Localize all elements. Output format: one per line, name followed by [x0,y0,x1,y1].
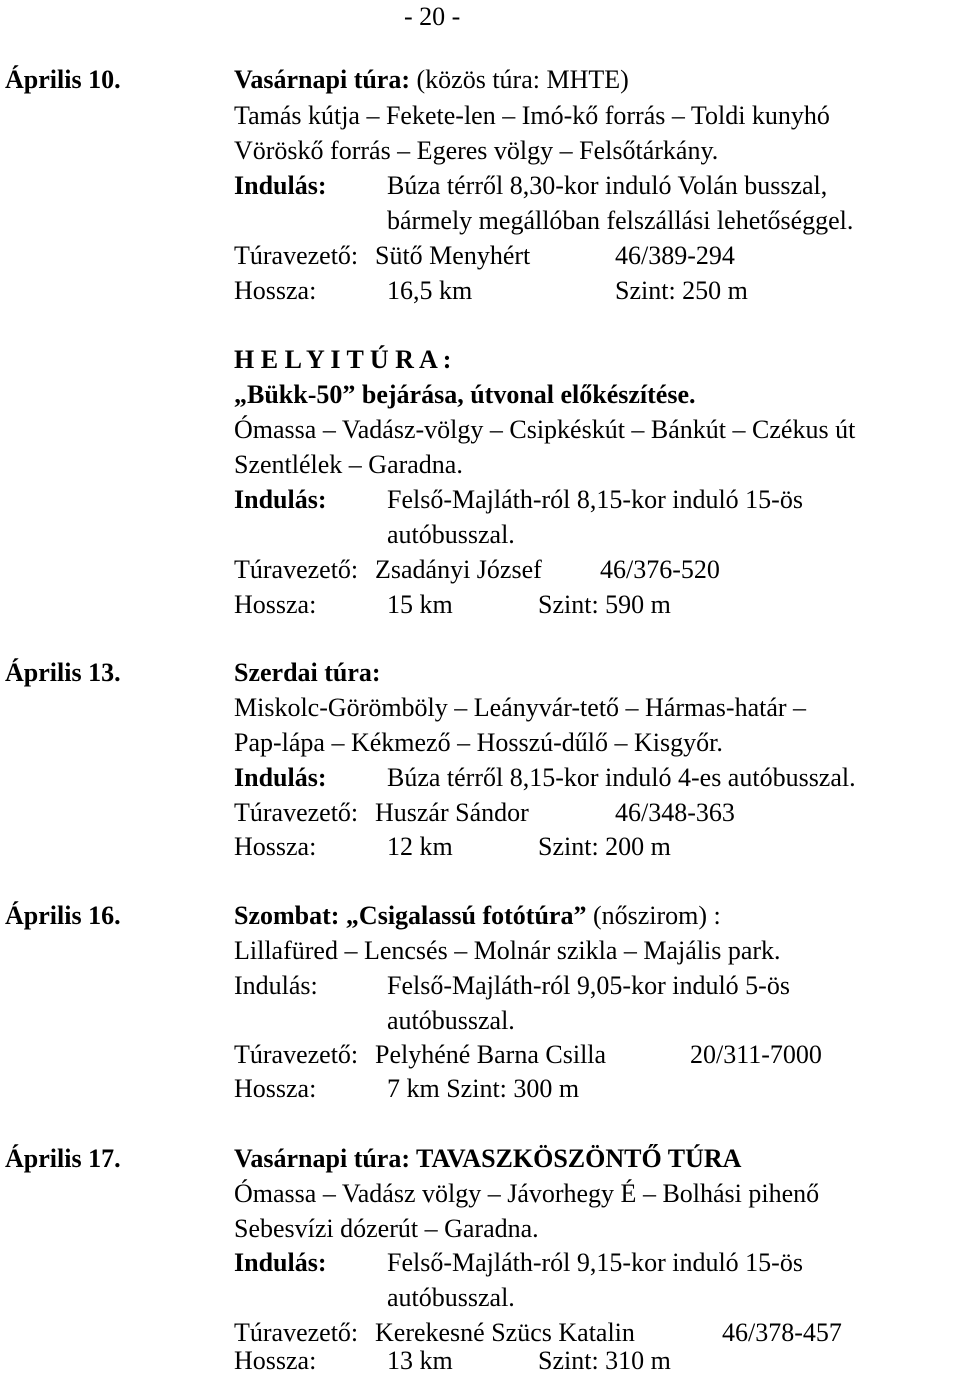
guide-label: Túravezető: [234,798,359,827]
length-label: Hossza: [234,1074,317,1103]
entry-date: Április 16. [5,901,121,930]
local-tour-heading: H E L Y I T Ú R A : [234,345,452,374]
title-rest: (nőszirom) : [586,901,721,930]
title-bold: Szombat: „Csigalassú fotótúra” [234,901,587,930]
start-text: Felső-Majláth-ról 8,15-kor induló 15-ös [387,485,803,514]
start-label: Indulás: [234,171,327,200]
guide-phone: 20/311-7000 [690,1040,822,1069]
route-line: Pap-lápa – Kékmező – Hosszú-dűlő – Kisgyőr. [234,728,723,757]
guide-label: Túravezető: [234,555,359,584]
level-value: Szint: 310 m [538,1346,671,1375]
length-value: 12 km [387,832,453,861]
route-line: Sebesvízi dózerút – Garadna. [234,1214,539,1243]
start-label: Indulás: [234,1248,327,1277]
length-label: Hossza: [234,1346,317,1375]
entry-title: Szerdai túra: [234,658,381,687]
entry-title: Vasárnapi túra: TAVASZKÖSZÖNTŐ TÚRA [234,1144,742,1173]
guide-label: Túravezető: [234,241,359,270]
title-rest: (közös túra: MHTE) [410,65,629,94]
guide-name: Sütő Menyhért [375,241,531,270]
start-label: Indulás: [234,971,318,1000]
route-line: Lillafüred – Lencsés – Molnár szikla – Majális park. [234,936,781,965]
entry-date: Április 13. [5,658,121,687]
title-bold: Vasárnapi túra: [234,65,411,94]
length-value: 16,5 km [387,276,473,305]
start-text: autóbusszal. [387,1006,515,1035]
route-line: Tamás kútja – Fekete-len – Imó-kő forrás – Toldi kunyhó [234,101,830,130]
length-value: 15 km [387,590,453,619]
guide-label: Túravezető: [234,1318,359,1347]
length-value: 7 km Szint: 300 m [387,1074,580,1103]
level-value: Szint: 250 m [615,276,748,305]
guide-label: Túravezető: [234,1040,359,1069]
start-text: autóbusszal. [387,520,515,549]
length-label: Hossza: [234,832,317,861]
entry-title [234,65,629,95]
guide-name: Zsadányi József [375,555,542,584]
entry-date: Április 10. [5,65,121,94]
guide-name: Kerekesné Szücs Katalin [375,1318,635,1347]
start-text: Felső-Majláth-ról 9,05-kor induló 5-ös [387,971,790,1000]
start-text: Felső-Majláth-ról 9,15-kor induló 15-ös [387,1248,803,1277]
guide-phone: 46/348-363 [615,798,735,827]
length-label: Hossza: [234,590,317,619]
start-text: Búza térről 8,15-kor induló 4-es autóbusszal. [387,763,856,792]
start-text: autóbusszal. [387,1283,515,1312]
guide-name: Huszár Sándor [375,798,529,827]
guide-phone: 46/376-520 [600,555,720,584]
guide-phone: 46/378-457 [722,1318,842,1347]
start-text: Búza térről 8,30-kor induló Volán busszal, [387,171,828,200]
start-label: Indulás: [234,485,327,514]
route-line: Miskolc-Görömböly – Leányvár-tető – Hármas-határ – [234,693,807,722]
start-text: bármely megállóban felszállási lehetőséggel. [387,206,854,235]
route-line: Vöröskő forrás – Egeres völgy – Felsőtárkány. [234,136,719,165]
length-value: 13 km [387,1346,453,1375]
local-tour-subheading: „Bükk-50” bejárása, útvonal előkészítése. [234,380,696,409]
page-number: - 20 - [404,2,461,31]
entry-date: Április 17. [5,1144,121,1173]
route-line: Szentlélek – Garadna. [234,450,463,479]
entry-title [234,901,721,931]
route-line: Ómassa – Vadász völgy – Jávorhegy É – Bolhási pihenő [234,1179,820,1208]
route-line: Ómassa – Vadász-völgy – Csipkéskút – Bánkút – Czékus út [234,415,856,444]
length-label: Hossza: [234,276,317,305]
guide-name: Pelyhéné Barna Csilla [375,1040,607,1069]
guide-phone: 46/389-294 [615,241,735,270]
level-value: Szint: 590 m [538,590,671,619]
level-value: Szint: 200 m [538,832,671,861]
start-label: Indulás: [234,763,327,792]
